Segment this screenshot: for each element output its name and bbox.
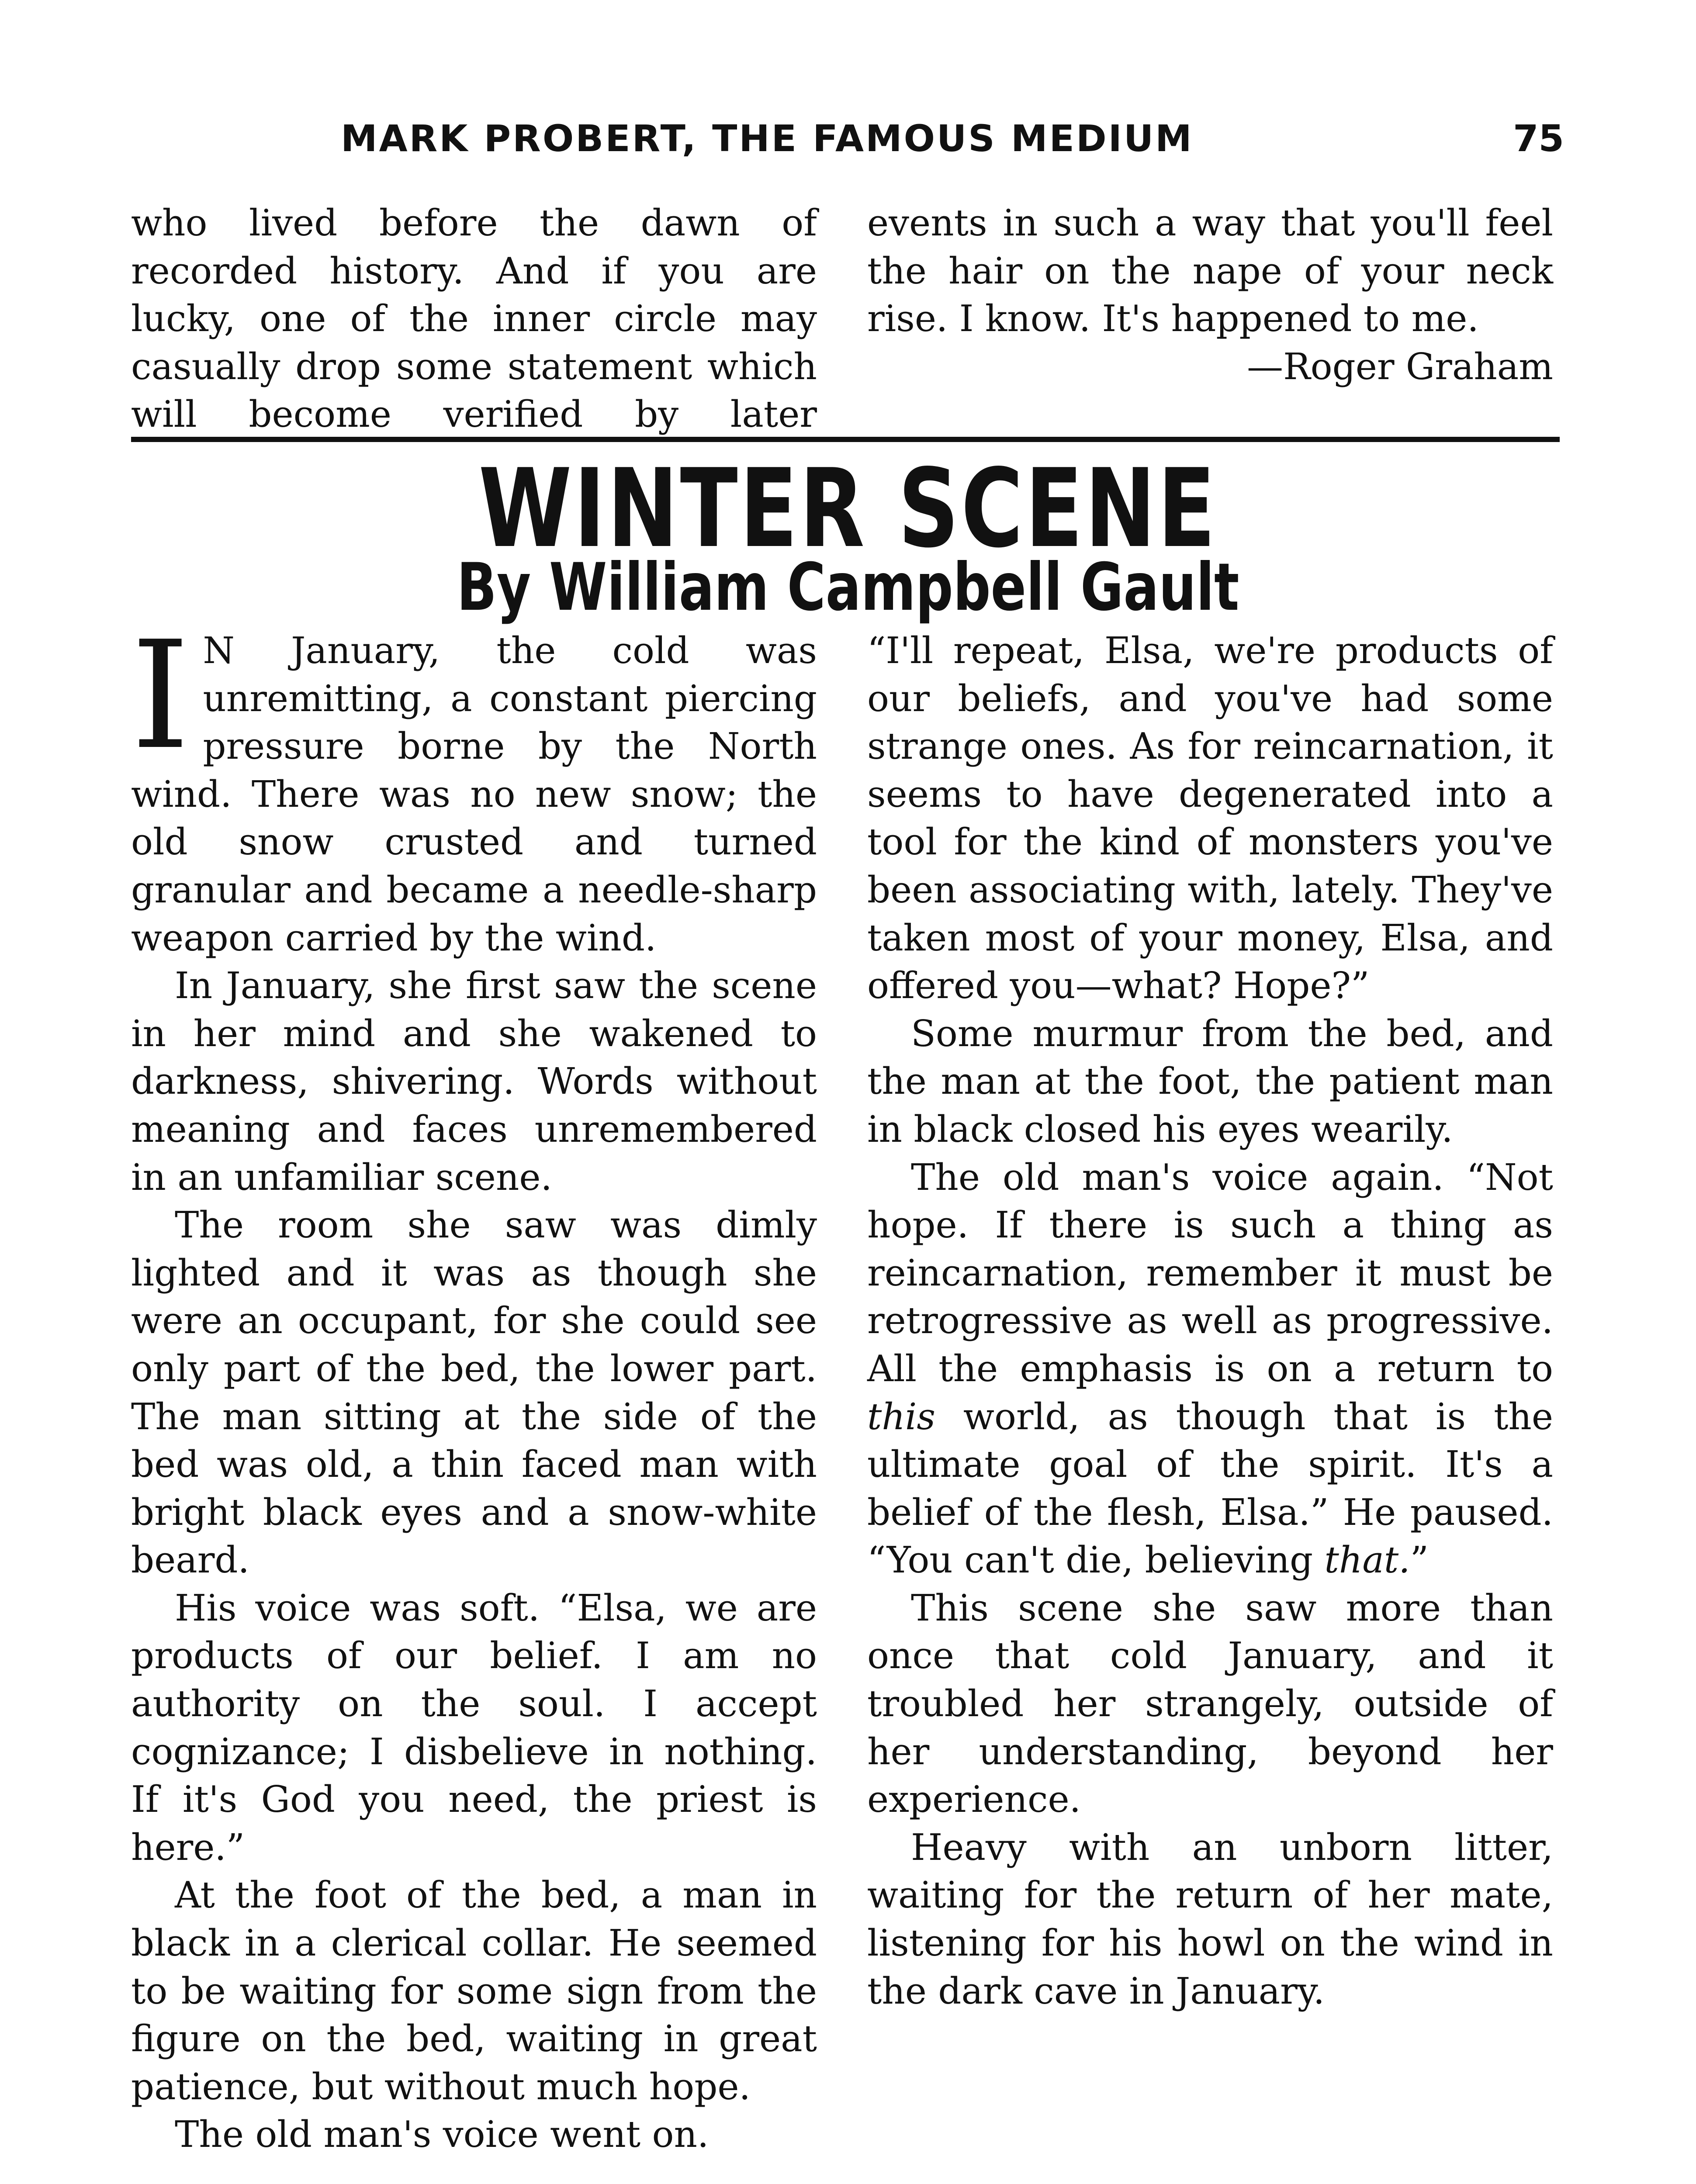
- paragraph-text: The old man's voice again. “Not hope. If there is such a thing as reincarnation, remember it must be retrogressive as well as progressive. All the emphasis is on a return to: [867, 1156, 1553, 1390]
- paragraph-text: world, as though that is the ultimate goal of the spirit. It's a belief of the flesh, Elsa.” He paused. “You can't die, believing: [867, 1395, 1553, 1582]
- paragraph: The old man's voice went on.: [175, 2113, 709, 2156]
- paragraph: [867, 1154, 1553, 1584]
- previous-article-left-column: [131, 199, 817, 439]
- running-head: [131, 117, 1564, 165]
- drop-cap: I: [131, 609, 190, 782]
- italic-word: that.: [1324, 1539, 1410, 1582]
- previous-article-left-text: who lived before the dawn of recorded history. And if you are lucky, one of the inner circle may casually drop some statement which will become verified by later: [131, 202, 817, 436]
- running-title: MARK PROBERT, THE FAMOUS MEDIUM: [341, 117, 1194, 160]
- paragraph-text: ”: [1410, 1539, 1429, 1582]
- paragraph: “I'll repeat, Elsa, we're products of our beliefs, and you've had some strange ones. As for reincarnation, it seems to have degenerated into a tool for the kind of monsters you've been associating with, lately. They've taken most of your money, Elsa, and offered you—what? Hope?”: [867, 629, 1553, 1007]
- previous-article-right-column: [867, 199, 1553, 390]
- paragraph: Heavy with an unborn litter, waiting for the return of her mate, listening for his howl on the wind in the dark cave in January.: [867, 1826, 1553, 2012]
- italic-word: this: [867, 1395, 935, 1438]
- page-number: 75: [1513, 117, 1564, 160]
- previous-article-right-text: events in such a way that you'll feel the hair on the nape of your neck rise. I know. It's happened to me.: [867, 202, 1553, 340]
- paragraph: The room she saw was dimly lighted and it was as though she were an occupant, for she could see only part of the bed, the lower part. The man sitting at the side of the bed was old, a thin faced man with bright black eyes and a snow-white beard.: [131, 1204, 817, 1582]
- article-title: WINTER SCENE: [478, 446, 1218, 572]
- section-divider: [131, 437, 1560, 442]
- article-left-column: [131, 609, 817, 2159]
- author-signature: —Roger Graham: [1247, 345, 1553, 388]
- paragraph: At the foot of the bed, a man in black in a clerical collar. He seemed to be waiting for some sign from the figure on the bed, waiting in great patience, but without much hope.: [131, 1874, 817, 2108]
- paragraph-text: N January, the cold was unremitting, a constant piercing pressure borne by the North wind. There was no new snow; the old snow crusted and turned granular and became a needle-sharp weapon carried by the wind.: [131, 629, 817, 959]
- article-byline: By William Campbell Gault: [457, 549, 1239, 625]
- paragraph: [131, 609, 817, 962]
- paragraph: In January, she first saw the scene in her mind and she wakened to darkness, shivering. Words without meaning and faces unremembered in an unfamiliar scene.: [131, 964, 817, 1199]
- paragraph: Some murmur from the bed, and the man at the foot, the patient man in black closed his eyes wearily.: [867, 1012, 1553, 1151]
- paragraph: His voice was soft. “Elsa, we are products of our belief. I am no authority on the soul. I accept cognizance; I disbelieve in nothing. If it's God you need, the priest is here.”: [131, 1586, 817, 1869]
- paragraph: This scene she saw more than once that cold January, and it troubled her strangely, outside of her understanding, beyond her experience.: [867, 1586, 1553, 1821]
- article-right-column: [867, 627, 1553, 2015]
